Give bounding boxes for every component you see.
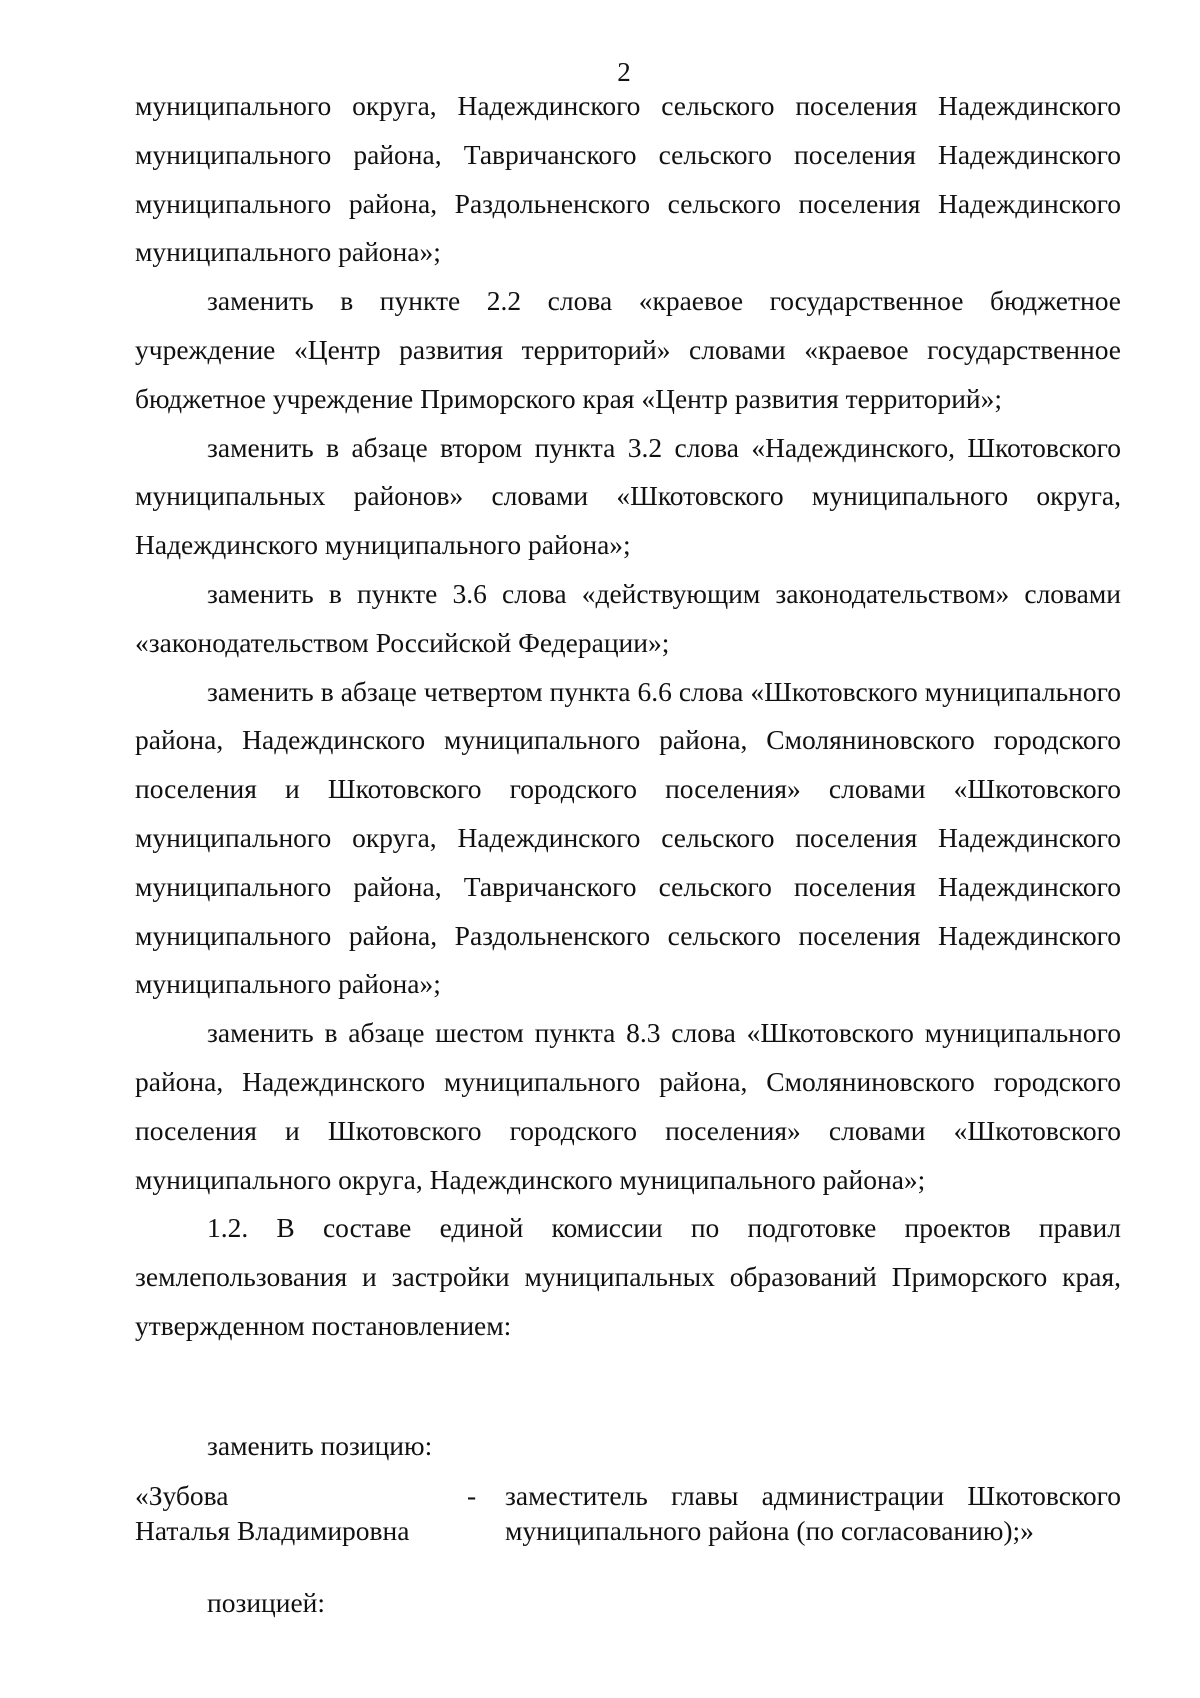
- paragraph-item-2-2: заменить в пункте 2.2 слова «краевое государственное бюджетное учреждение «Центр развития территорий» словами «краевое государственное бюджетное учреждение Приморского края «Центр развития территорий»;: [135, 285, 1121, 414]
- position-entry: [135, 1478, 1121, 1548]
- position-description: заместитель главы администрации Шкотовского муниципального района (по согласованию);»: [505, 1480, 1121, 1546]
- position-surname: «Зубова: [135, 1480, 229, 1511]
- paragraph-item-6-6: заменить в абзаце четвертом пункта 6.6 слова «Шкотовского муниципального района, Надеждинского муниципального района, Смоляниновского городского поселения и Шкотовского городского поселения» словами «Шкотовского муниципального округа, Надеждинского сельского поселения Надеждинского муниципального района, Тавричанского сельского поселения Надеждинского муниципального района, Раздольненского сельского поселения Надеждинского муниципального района»;: [135, 675, 1121, 1000]
- position-dash: -: [467, 1480, 477, 1511]
- paragraph-section-1-2: 1.2. В составе единой комиссии по подготовке проектов правил землепользования и застройки муниципальных образований Приморского края, утвержденном постановлением:: [135, 1212, 1121, 1341]
- position-person-name: [135, 1478, 467, 1548]
- paragraph-item-3-6: заменить в пункте 3.6 слова «действующим законодательством» словами «законодательством Российской Федерации»;: [135, 577, 1121, 658]
- replace-position-caption: заменить позицию:: [207, 1430, 433, 1461]
- page-number: 2: [617, 57, 631, 87]
- paragraph-continuation: муниципального округа, Надеждинского сельского поселения Надеждинского муниципального района, Тавричанского сельского поселения Надеждинского муниципального района, Раздольненского сельского поселения Надеждинского муниципального района»;: [135, 90, 1121, 268]
- document-body: [135, 82, 1121, 1351]
- paragraph-item-3-2: заменить в абзаце втором пункта 3.2 слова «Надеждинского, Шкотовского муниципальных районов» словами «Шкотовского муниципального округа, Надеждинского муниципального района»;: [135, 431, 1121, 561]
- with-position-caption: позицией:: [207, 1587, 326, 1618]
- position-given-names: Наталья Владимировна: [135, 1515, 410, 1546]
- paragraph-item-8-3: заменить в абзаце шестом пункта 8.3 слова «Шкотовского муниципального района, Надеждинского муниципального района, Смоляниновского городского поселения и Шкотовского городского поселения» словами «Шкотовского муниципального округа, Надеждинского муниципального района»;: [135, 1017, 1121, 1195]
